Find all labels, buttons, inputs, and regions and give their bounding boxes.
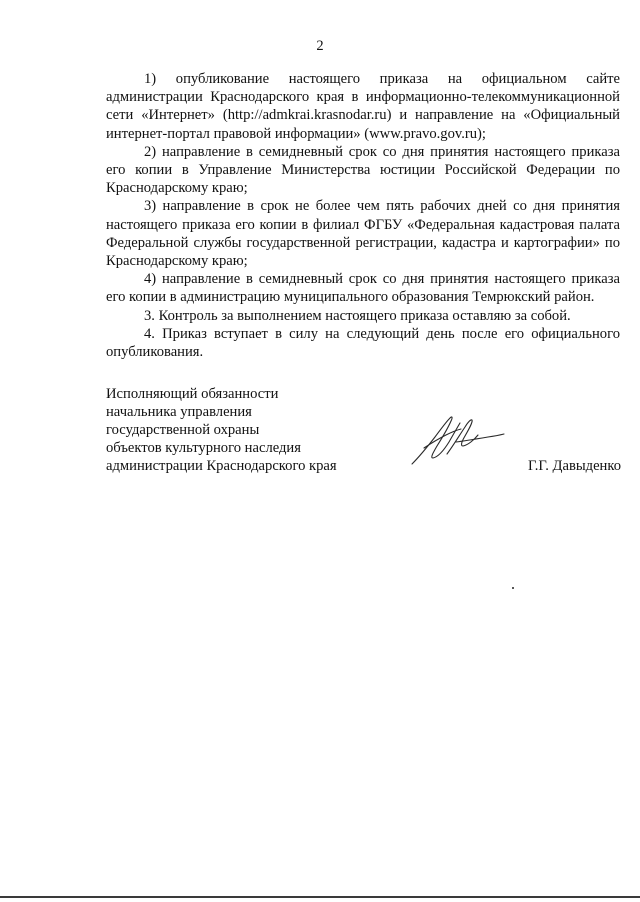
- signatory-position: [106, 385, 356, 475]
- paragraph-cadastral-chamber: 3) направление в срок не более чем пять рабочих дней со дня принятия настоящего приказа его копии в филиал ФГБУ «Федеральная кадастровая палата Федеральной службы государственной регистрации, кадастра и картографии» по Краснодарскому краю;: [106, 198, 620, 270]
- order-body: [106, 70, 620, 361]
- handwritten-signature: [408, 408, 508, 470]
- signatory-position-line: Исполняющий обязанности: [106, 386, 279, 402]
- signatory-position-line: администрации Краснодарского края: [106, 458, 337, 474]
- paragraph-municipal-administration: 4) направление в семидневный срок со дня принятия настоящего приказа его копии в администрацию муниципального образования Темрюкский район.: [106, 271, 620, 306]
- signatory-position-line: государственной охраны: [106, 422, 260, 438]
- signatory-position-line: начальника управления: [106, 404, 252, 420]
- paragraph-ministry-justice: 2) направление в семидневный срок со дня принятия настоящего приказа его копии в Управление Министерства юстиции Российской Федерации по Краснодарскому краю;: [106, 143, 620, 197]
- signatory-name: Г.Г. Давыденко: [527, 458, 621, 474]
- page-bottom-edge: [0, 896, 640, 898]
- paragraph-publication: 1) опубликование настоящего приказа на официальном сайте администрации Краснодарского края в информационно-телекоммуникационной сети «Интернет» (http://admkrai.krasnodar.ru) и направление на «Официальный интернет-портал правовой информации» (www.pravo.gov.ru);: [106, 71, 620, 142]
- signatory-position-line: объектов культурного наследия: [106, 440, 301, 456]
- paragraph-control: 3. Контроль за выполнением настоящего приказа оставляю за собой.: [144, 307, 571, 324]
- page-number: 2: [316, 38, 324, 54]
- paragraph-effective-date: 4. Приказ вступает в силу на следующий день после его официального опубликования.: [106, 325, 620, 361]
- scan-speck: [512, 587, 514, 589]
